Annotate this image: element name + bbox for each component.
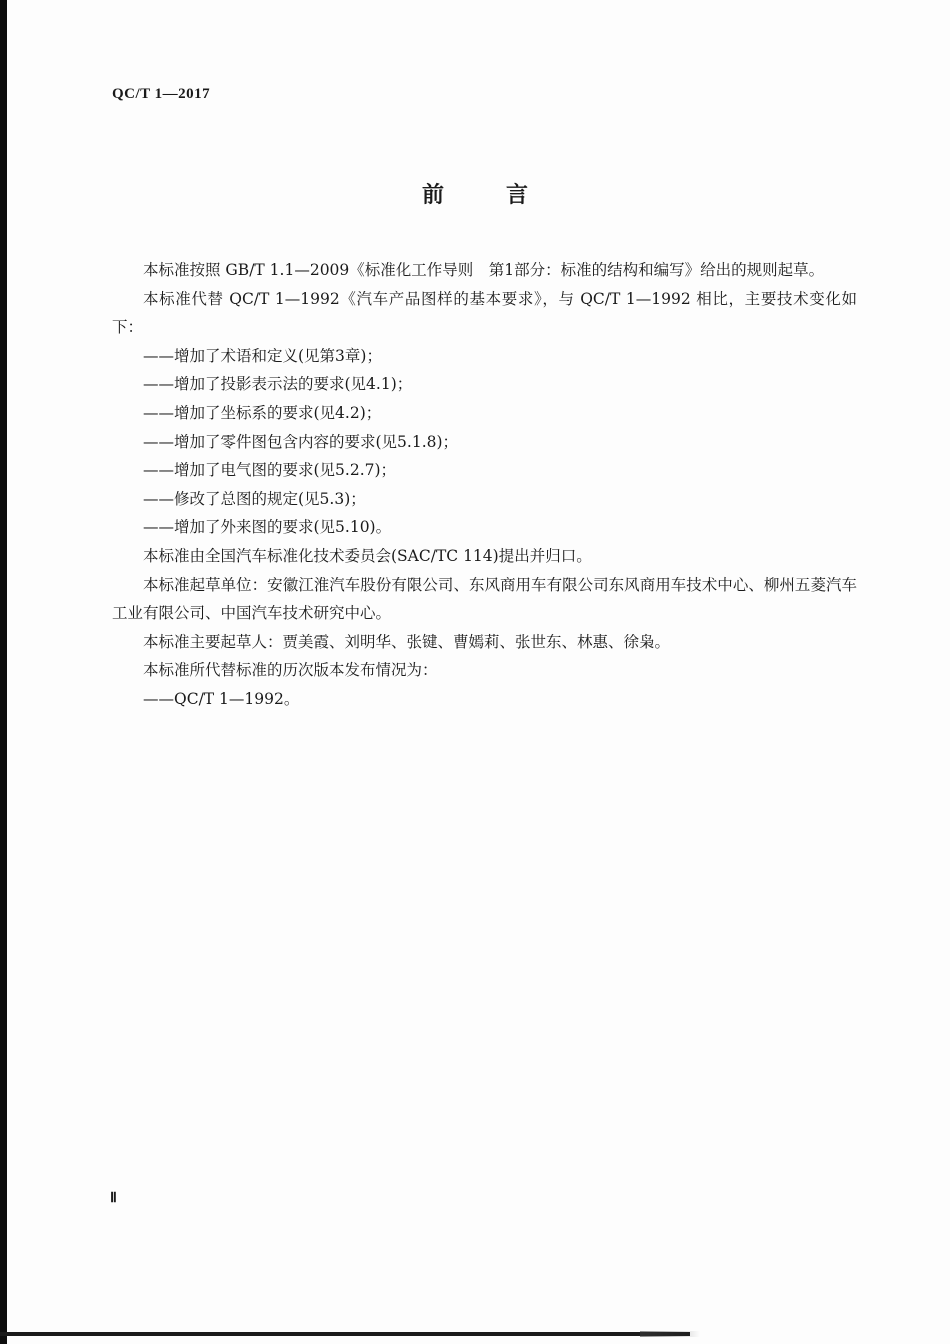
paragraph-drafting-rule: 本标准按照 GB/T 1.1—2009《标准化工作导则 第1部分：标准的结构和编写》给出的规则起草。: [143, 261, 825, 279]
paragraph-replacement: 本标准代替 QC/T 1—1992《汽车产品图样的基本要求》，与 QC/T 1—1992 相比，主要技术变化如下：: [112, 289, 857, 337]
paragraph-drafting-units: 本标准起草单位：安徽江淮汽车股份有限公司、东风商用车有限公司东风商用车技术中心、柳州五菱汽车工业有限公司、中国汽车技术研究中心。: [112, 575, 857, 623]
change-item: ——增加了外来图的要求(见5.10)。: [143, 518, 392, 537]
change-item: ——增加了电气图的要求(见5.2.7)；: [143, 461, 397, 480]
change-item: ——修改了总图的规定(见5.3)；: [143, 489, 366, 508]
paragraph-drafters: 本标准主要起草人：贾美霞、刘明华、张键、曹嫣莉、张世东、林惠、徐枭。: [143, 632, 671, 651]
change-item: ——增加了坐标系的要求(见4.2)；: [143, 403, 382, 422]
scan-border-bottom: [0, 1332, 690, 1336]
paragraph-history-intro: 本标准所代替标准的历次版本发布情况为：: [143, 661, 438, 680]
page-number: Ⅱ: [110, 1191, 117, 1206]
scan-border-bottom-fade: [640, 1331, 700, 1337]
paragraph-proposer: 本标准由全国汽车标准化技术委员会(SAC/TC 114)提出并归口。: [143, 546, 592, 565]
history-item: ——QC/T 1—1992。: [143, 689, 300, 708]
change-item: ——增加了投影表示法的要求(见4.1)；: [143, 375, 413, 394]
document-body: [112, 256, 857, 714]
page-title: 前言: [421, 183, 590, 208]
document-code: QC/T 1—2017: [112, 86, 211, 102]
change-item: ——增加了术语和定义(见第3章)；: [143, 346, 382, 365]
change-item: ——增加了零件图包含内容的要求(见5.1.8)；: [143, 432, 459, 451]
